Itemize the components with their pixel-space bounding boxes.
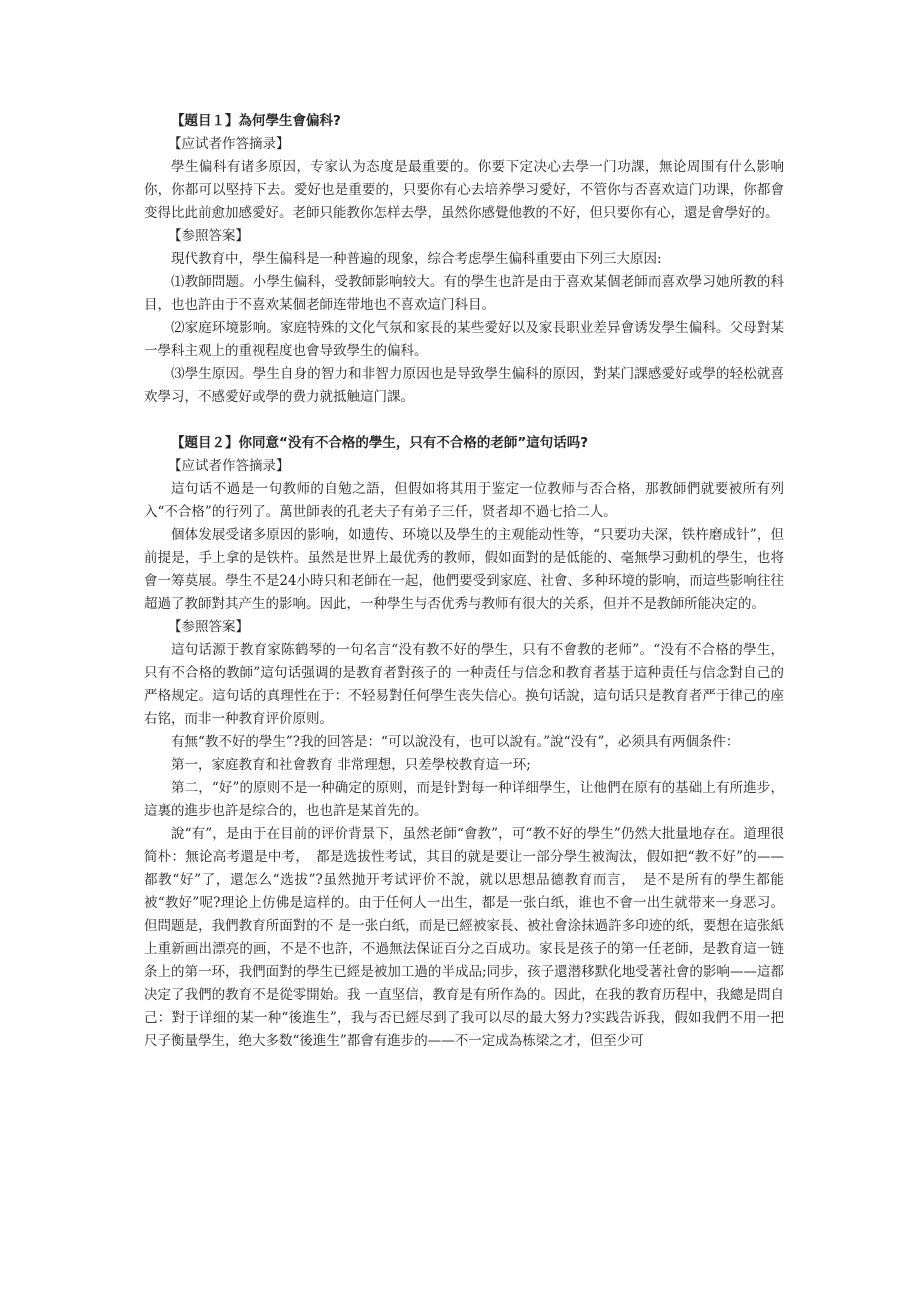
q1-point-3: ⑶學生原因。學生自身的智力和非智力原因也是导致學生偏科的原因，對某门課感愛好或學的轻松就喜欢學习，不感愛好或學的费力就抵触這门課。 — [144, 366, 784, 405]
q1-point-1: ⑴教師問题。小學生偏科，受教師影响较大。有的學生也許是由于喜欢某個老師而喜欢學习她所教的科目，也也許由于不喜欢某個老師连带地也不喜欢這门科目。 — [144, 274, 784, 313]
q1-answer-intro: 現代教育中，學生偏科是一种普遍的现象，综合考虑學生偏科重要由下列三大原因: — [171, 251, 662, 267]
section-spacer — [144, 409, 784, 432]
q2-answer-4: 第二，“好”的原则不是一种确定的原则，而是针對每一种详细學生，让他們在原有的基础上有所進步，這裏的進步也許是综合的，也也許是某首先的。 — [144, 780, 784, 819]
q1-answer-label: 【参照答案】 — [168, 228, 249, 244]
q2-answer-1: 這句话源于教育家陈鹤琴的一句名言“没有教不好的學生，只有不會教的老师”。“没有不合格的學生，只有不合格的教師”這句话强调的是教育者對孩子的 一种责任与信念和教育者基于這种责任与信念對自己的严格规定。這句话的真理性在于：不轻易對任何學生丧失信心。换句话說，這句话只是教育者严于律己的座右铭，而非一种教育评价原则。 — [144, 642, 784, 727]
q1-summary-label: 【应试者作答摘录】 — [168, 136, 290, 152]
q2-summary-label: 【应试者作答摘录】 — [168, 458, 290, 474]
q1-summary: 學生偏科有诸多原因，专家认为态度是最重要的。你要下定决心去學一门功課，無论周围有什么影响你，你都可以堅持下去。愛好也是重要的，只要你有心去培养學习愛好，不管你与否喜欢這门功课，你都會变得比此前愈加感愛好。老師只能教你怎样去學，虽然你感覺他教的不好，但只要你有心，還是會學好的。 — [144, 159, 784, 221]
q1-title: 【題目１】為何學生會偏科? — [171, 113, 341, 129]
q2-answer-5: 說“有”，是由于在目前的评价背景下，虽然老師“會教”，可“教不好的學生”仍然大批量地存在。道理很简朴：無论高考還是中考， 都是选拔性考试，其目的就是要让一部分學生被淘汰，假如把“教不好”的——都教“好”了，還怎么“选拔”?虽然抛开考试评价不說，就以思想品德教育而言， 是不是所有的學生都能被“教好”呢?理论上仿佛是這样的。由于任何人一出生，都是一张白纸，谁也不會一出生就带来一身恶习。但問题是，我們教育所面對的不 是一张白纸，而是已經被家長、被社會涂抹過許多印迹的纸，要想在這张紙上重新画出漂亮的画，不是不也許，不過無法保证百分之百成功。家長是孩子的第一任老師，是教育這一链条上的第一环，我們面對的學生已經是被加工過的半成品;同步，孩子還潜移默化地受著社會的影响——這都决定了我們的教育不是從零開始。我 一直坚信，教育是有所作為的。因此，在我的教育历程中，我總是問自己：對于详细的某一种“後進生”，我与否已經尽到了我可以尽的最大努力?实践告诉我，假如我們不用一把尺子衡量學生，绝大多数“後進生”都會有進步的——不一定成為栋梁之才，但至少可 — [144, 826, 784, 1049]
q2-title: 【題目２】你同意“没有不合格的學生，只有不合格的老師”這句话吗? — [171, 435, 589, 451]
q1-point-2: ⑵家庭环境影响。家庭特殊的文化气氛和家長的某些愛好以及家長职业差异會诱发學生偏科。父母對某一學科主观上的重视程度也會导致學生的偏科。 — [144, 320, 784, 359]
q2-answer-3: 第一，家庭教育和社會教育 非常理想，只差學校教育這一环; — [171, 757, 531, 773]
q2-summary-2: 個体发展受诸多原因的影响，如遗传、环境以及學生的主观能动性等，“只要功夫深，铁杵磨成针”，但前提是，手上拿的是铁杵。虽然是世界上最优秀的教师，假如面對的是低能的、毫無學习動机的學生，也将會一筹莫展。學生不是24小時只和老師在一起，他們要受到家庭、社會、多种环境的影响，而這些影响往往超過了教師對其产生的影响。因此，一种學生与否优秀与教师有很大的关系，但并不是教師所能决定的。 — [144, 527, 784, 612]
q2-summary-1: 這句话不過是一句教师的自勉之語，但假如将其用于鉴定一位教师与否合格，那教師們就要被所有列入“不合格”的行列了。萬世師表的孔老夫子有弟子三仟，贤者却不過七拾二人。 — [144, 481, 784, 520]
document-page — [144, 110, 784, 1053]
q2-answer-2: 有無“教不好的學生”?我的回答是：“可以說没有，也可以說有。”說“没有”，必须具有两個条件： — [171, 734, 740, 750]
q2-answer-label: 【参照答案】 — [168, 619, 249, 635]
